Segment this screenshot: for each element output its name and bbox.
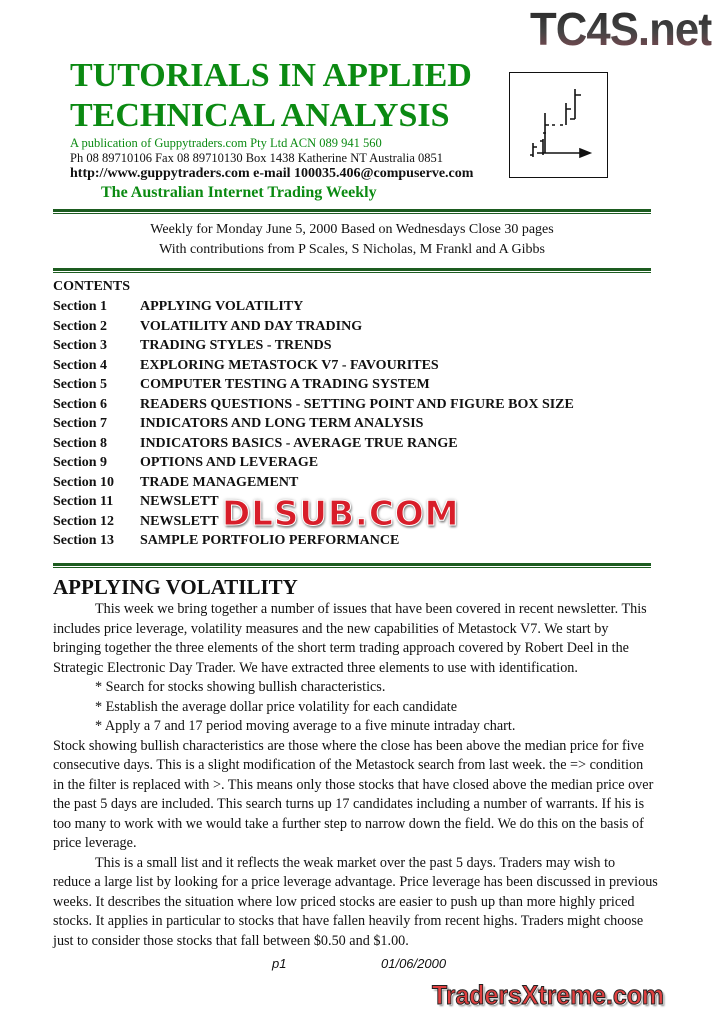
contents-item — [53, 436, 458, 452]
dlsub-watermark: DLSUB.COM — [222, 494, 460, 534]
article-line: just to consider those stocks that fall between $0.50 and $1.00. — [53, 932, 409, 949]
section-number: Section 10 — [53, 474, 115, 490]
section-title: COMPUTER TESTING A TRADING SYSTEM — [140, 377, 430, 392]
contents-item — [53, 338, 332, 354]
article-line: price leverage. — [53, 835, 137, 851]
tc4s-watermark: TC4S.net — [530, 3, 712, 55]
contents-item — [53, 397, 574, 413]
section-title: READERS QUESTIONS - SETTING POINT AND FIGURE BOX SIZE — [140, 396, 574, 412]
section-title: EXPLORING METASTOCK V7 - FAVOURITES — [140, 357, 439, 373]
article-line: weeks. It describes the situation where low priced stocks are easier to push up than more highly priced — [53, 893, 635, 910]
article-line: stocks. It applies in particular to stocks that have fallen heavily from recent highs. Traders might choose — [53, 913, 644, 929]
divider — [53, 268, 651, 273]
article-line: consecutive days. This is a slight modification of the Metastock search from last week. the => condition — [53, 757, 644, 773]
contents-item — [53, 377, 430, 393]
article-line: bringing together the three elements of the short term trading approach covered by Robert Deel in the — [53, 640, 629, 656]
section-number: Section 7 — [53, 416, 108, 431]
logo — [509, 72, 608, 178]
section-title: APPLYING VOLATILITY — [140, 299, 304, 314]
article-line: includes price leverage, volatility measures and the new capabilities of Metastock V7. We start by — [53, 620, 609, 637]
section-title: INDICATORS BASICS - AVERAGE TRUE RANGE — [140, 435, 458, 451]
section-number: Section 2 — [53, 318, 108, 334]
contents-item — [53, 494, 219, 510]
tradersxtreme-watermark: TradersXtreme.com — [432, 980, 664, 1010]
section-title: TRADING STYLES - TRENDS — [140, 338, 332, 353]
article-line: Stock showing bullish characteristics are those where the close has been above the median price for five — [53, 737, 644, 754]
web-email-line: http://www.guppytraders.com e-mail 100035.406@compuserve.com — [70, 166, 474, 181]
contents-item — [53, 533, 399, 549]
publication-line: A publication of Guppytraders.com Pty Ltd ACN 089 941 560 — [70, 136, 382, 150]
contact-line: Ph 08 89710106 Fax 08 89710130 Box 1438 Katherine NT Australia 0851 — [70, 151, 444, 165]
article-line: reduce a large list by looking for a price leverage advantage. Price leverage has been discussed in previous — [53, 874, 658, 890]
section-title: NEWSLETT — [140, 513, 219, 529]
contents-item — [53, 299, 303, 315]
section-number: Section 6 — [53, 396, 108, 412]
section-title: SAMPLE PORTFOLIO PERFORMANCE — [140, 533, 400, 548]
article-line: * Apply a 7 and 17 period moving average to a five minute intraday chart. — [95, 718, 516, 734]
section-number: Section 1 — [53, 299, 108, 314]
section-title: INDICATORS AND LONG TERM ANALYSIS — [140, 416, 424, 431]
contents-item — [53, 455, 318, 471]
section-number: Section 12 — [53, 513, 115, 529]
contents-item — [53, 514, 219, 530]
article-line: * Establish the average dollar price volatility for each candidate — [95, 698, 458, 715]
article-line: This is a small list and it reflects the weak market over the past 5 days. Traders may wish to — [95, 854, 616, 871]
contents-item — [53, 358, 439, 374]
contents-heading: CONTENTS — [53, 279, 131, 294]
issue-line-1: Weekly for Monday June 5, 2000 Based on Wednesdays Close 30 pages — [150, 222, 554, 237]
title-line-1: TUTORIALS IN APPLIED — [70, 57, 472, 94]
section-title: OPTIONS AND LEVERAGE — [140, 455, 319, 470]
section-number: Section 11 — [53, 494, 114, 509]
article-line: Strategic Electronic Day Trader. We have extracted three elements to use with identification. — [53, 659, 578, 676]
section-title: VOLATILITY AND DAY TRADING — [140, 318, 363, 334]
tagline: The Australian Internet Trading Weekly — [101, 184, 377, 201]
section-number: Section 8 — [53, 435, 108, 451]
section-title: NEWSLETT — [140, 494, 219, 509]
issue-line-2: With contributions from P Scales, S Nicholas, M Frankl and A Gibbs — [159, 242, 545, 257]
section-number: Section 4 — [53, 357, 108, 373]
article-line: in the filter is replaced with >. This means only those stocks that have closed above the median price over — [53, 776, 654, 793]
article-line: the past 5 days are included. This search turns up 17 candidates including a number of warrants. If his is — [53, 796, 645, 812]
section-number: Section 13 — [53, 533, 115, 548]
article-line: * Search for stocks showing bullish characteristics. — [95, 679, 386, 695]
title-line-2: TECHNICAL ANALYSIS — [70, 97, 450, 134]
footer-date: 01/06/2000 — [381, 956, 447, 971]
page-number: p1 — [272, 956, 287, 971]
divider — [53, 209, 651, 214]
divider — [53, 563, 651, 568]
section-title: TRADE MANAGEMENT — [140, 474, 299, 490]
contents-item — [53, 475, 298, 491]
article-line: too many to work with we would take a further step to narrow down the field. We do this on the basis of — [53, 815, 644, 832]
article-line: This week we bring together a number of issues that have been covered in recent newsletter. This — [95, 601, 647, 617]
contents-item — [53, 319, 362, 335]
section-number: Section 3 — [53, 338, 108, 353]
section-number: Section 9 — [53, 455, 108, 470]
section-number: Section 5 — [53, 377, 108, 392]
article-heading: APPLYING VOLATILITY — [53, 575, 298, 599]
stepped-bar-chart-arrow-icon — [510, 73, 607, 177]
contents-item — [53, 416, 423, 432]
